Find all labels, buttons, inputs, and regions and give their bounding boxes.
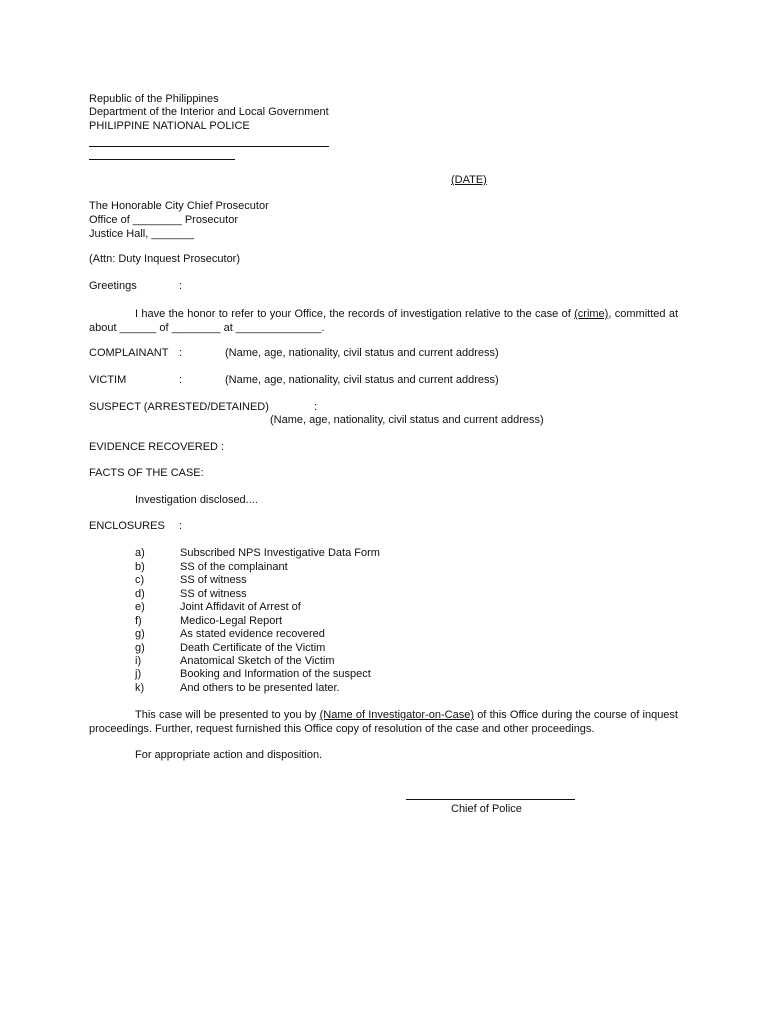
signature-line [406,799,575,800]
crime-placeholder: (crime) [574,308,609,320]
facts-text: Investigation disclosed.... [135,494,258,506]
suspect-label: SUSPECT (ARRESTED/DETAINED) [89,401,269,413]
intro-text-before: I have the honor to refer to your Office, the records of investigation relative to the case of [135,308,575,320]
closing-paragraph [89,708,678,736]
header-republic: Republic of the Philippines [89,93,219,105]
enclosure-letter: c) [135,574,145,586]
enclosure-item: Medico-Legal Report [180,615,283,627]
header-department: Department of the Interior and Local Government [89,106,329,118]
suspect-value: (Name, age, nationality, civil status and current address) [270,414,544,426]
enclosure-letter: e) [135,601,145,613]
enclosures-colon: : [179,520,183,532]
enclosure-item: Joint Affidavit of Arrest of [180,601,301,613]
facts-label: FACTS OF THE CASE: [89,467,204,479]
date-placeholder: (DATE) [451,174,487,186]
enclosure-letter: g) [135,642,145,654]
enclosure-item: And others to be presented later. [180,682,340,694]
investigator-placeholder: (Name of Investigator-on-Case) [319,709,474,721]
enclosures-label: ENCLOSURES [89,520,165,532]
victim-label: VICTIM [89,374,127,386]
enclosure-letter: d) [135,588,145,600]
header-blank-line-2 [89,159,235,160]
greetings-colon: : [179,280,183,292]
enclosure-item: SS of witness [180,574,247,586]
victim-colon: : [179,374,183,386]
enclosure-item: Booking and Information of the suspect [180,668,371,680]
victim-value: (Name, age, nationality, civil status and current address) [225,374,499,386]
enclosure-item: SS of witness [180,588,247,600]
enclosure-letter: b) [135,561,145,573]
suspect-colon: : [314,401,318,413]
enclosure-item: Death Certificate of the Victim [180,642,326,654]
addressee-title: The Honorable City Chief Prosecutor [89,200,269,212]
evidence-label: EVIDENCE RECOVERED : [89,441,225,453]
signature-title: Chief of Police [451,803,522,815]
enclosure-letter: k) [135,682,145,694]
action-line: For appropriate action and disposition. [135,749,323,761]
enclosure-item: As stated evidence recovered [180,628,325,640]
intro-text-after: , committed at about ______ of ________ at ______________. [89,308,678,334]
header-blank-line-1 [89,146,329,147]
enclosure-item: Anatomical Sketch of the Victim [180,655,335,667]
enclosure-item: SS of the complainant [180,561,288,573]
closing-text-after: of this Office during the course of inquest proceedings. Further, request furnished this Office copy of resolution of the case and other proceedings. [89,709,678,735]
complainant-colon: : [179,347,183,359]
complainant-label: COMPLAINANT [89,347,169,359]
enclosure-letter: a) [135,547,145,559]
enclosure-letter: i) [135,655,142,667]
enclosure-letter: g) [135,628,145,640]
greetings-label: Greetings [89,280,137,292]
enclosure-letter: f) [135,615,142,627]
enclosure-letter: j) [135,668,142,680]
closing-text-before: This case will be presented to you by [135,709,320,721]
complainant-value: (Name, age, nationality, civil status and current address) [225,347,499,359]
attention-line: (Attn: Duty Inquest Prosecutor) [89,253,241,265]
intro-paragraph [89,307,678,335]
addressee-office: Office of ________ Prosecutor [89,214,239,226]
addressee-hall: Justice Hall, _______ [89,228,195,240]
enclosure-item: Subscribed NPS Investigative Data Form [180,547,380,559]
header-agency: PHILIPPINE NATIONAL POLICE [89,120,250,132]
